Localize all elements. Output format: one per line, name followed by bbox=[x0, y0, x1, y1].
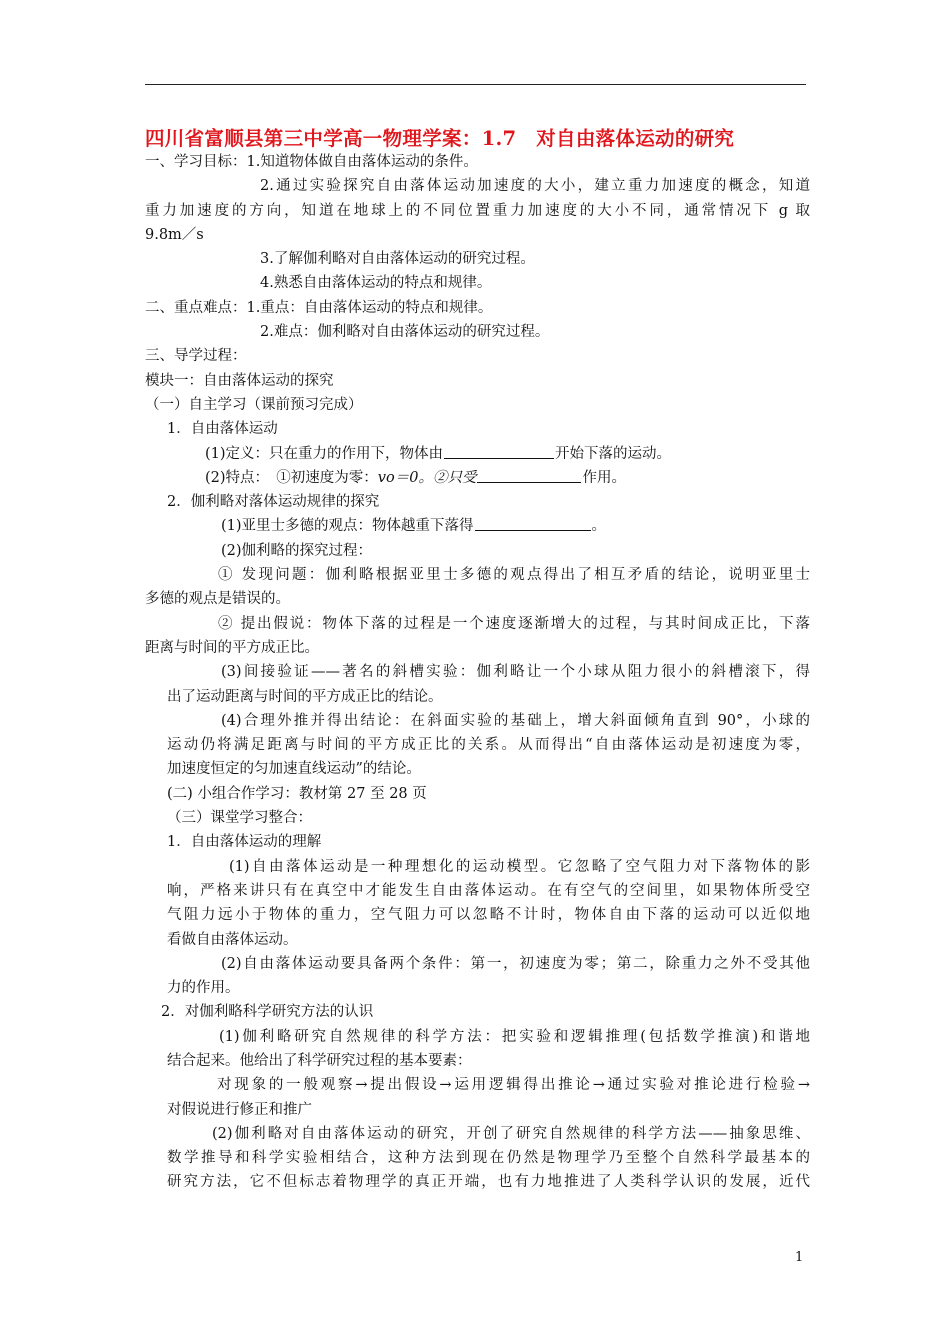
text-line: (1)自由落体运动是一种理想化的运动模型。它忽略了空气阻力对下落物体的影 bbox=[229, 858, 810, 875]
text-line: (3)间接验证——著名的斜槽实验：伽利略让一个小球从阻力很小的斜槽滚下，得 bbox=[221, 664, 810, 681]
text-segment: 开始下落的运动。 bbox=[555, 445, 672, 462]
text-line: (2)自由落体运动要具备两个条件：第一，初速度为零；第二，除重力之外不受其他 bbox=[221, 955, 810, 972]
answer-blank bbox=[444, 444, 554, 459]
text-line: 重力加速度的方向，知道在地球上的不同位置重力加速度的大小不同，通常情况下 g 取 bbox=[145, 202, 810, 219]
answer-blank bbox=[475, 516, 591, 531]
subsection-heading: （三）课堂学习整合： bbox=[167, 810, 312, 827]
text-line: 多德的观点是错误的。 bbox=[145, 591, 290, 608]
text-line: 力的作用。 bbox=[167, 980, 240, 997]
text-line: (2)伽利略的探究过程： bbox=[221, 542, 373, 559]
section-heading: 三、导学过程： bbox=[145, 348, 247, 365]
text-line: 研究方法，它不但标志着物理学的真正开端，也有力地推进了人类科学认识的发展，近代 bbox=[167, 1174, 810, 1191]
text-line: 对现象的一般观察→提出假设→运用逻辑得出推论→通过实验对推论进行检验→ bbox=[217, 1077, 810, 1094]
text-line: 结合起来。他给出了科学研究过程的基本要素： bbox=[167, 1052, 472, 1069]
text-line: (4)合理外推并得出结论：在斜面实验的基础上，增大斜面倾角直到 90°，小球的 bbox=[221, 712, 810, 729]
text-line: 加速度恒定的匀加速直线运动”的结论。 bbox=[167, 761, 421, 778]
text-segment: 作用。 bbox=[582, 469, 626, 486]
text-line: 运动仍将满足距离与时间的平方成正比的关系。从而得出“自由落体运动是初速度为零， bbox=[167, 737, 810, 754]
subsection-heading: （一）自主学习（课前预习完成） bbox=[145, 396, 363, 413]
text-line: 数学推导和科学实验相结合，这种方法到现在仍然是物理学乃至整个自然科学最基本的 bbox=[167, 1150, 810, 1167]
text-line: 一、学习目标：1.知道物体做自由落体运动的条件。 bbox=[145, 154, 478, 170]
document-body bbox=[145, 150, 810, 1195]
page-number: 1 bbox=[795, 1250, 804, 1265]
text-line: 气阻力远小于物体的重力，空气阻力可以忽略不计时，物体自由下落的运动可以近似地 bbox=[167, 907, 810, 924]
text-line: 2.难点：伽利略对自由落体运动的研究过程。 bbox=[260, 324, 550, 341]
fill-blank-line bbox=[145, 466, 810, 490]
text-line: ② 提出假说：物体下落的过程是一个速度逐渐增大的过程，与其时间成正比，下落 bbox=[218, 615, 810, 632]
subsection-heading: (二) 小组合作学习：教材第 27 至 28 页 bbox=[167, 785, 427, 802]
answer-blank bbox=[477, 468, 581, 483]
page-title: 四川省富顺县第三中学高一物理学案：1.7 对自由落体运动的研究 bbox=[145, 127, 735, 150]
item-heading: 2．伽利略对落体运动规律的探究 bbox=[167, 494, 380, 511]
item-heading: 1．自由落体运动的理解 bbox=[167, 834, 322, 851]
fill-blank-line bbox=[145, 514, 810, 538]
text-line: 出了运动距离与时间的平方成正比的结论。 bbox=[167, 688, 443, 705]
text-line: (2)伽利略对自由落体运动的研究，开创了研究自然规律的科学方法——抽象思维、 bbox=[212, 1125, 810, 1142]
text-segment: vo＝0。②只受 bbox=[377, 469, 477, 486]
text-segment: 。 bbox=[591, 518, 607, 535]
fill-blank-line bbox=[145, 442, 810, 466]
module-heading: 模块一：自由落体运动的探究 bbox=[145, 372, 334, 389]
text-line: ① 发现问题：伽利略根据亚里士多德的观点得出了相互矛盾的结论，说明亚里士 bbox=[218, 567, 810, 584]
text-line: 2.通过实验探究自由落体运动加速度的大小，建立重力加速度的概念，知道 bbox=[260, 178, 810, 195]
text-line: 4.熟悉自由落体运动的特点和规律。 bbox=[260, 275, 492, 292]
text-segment: (2)特点： ①初速度为零： bbox=[205, 469, 378, 486]
text-line: 看做自由落体运动。 bbox=[167, 931, 298, 948]
text-line: 9.8m／s bbox=[145, 226, 204, 243]
text-line: (1)伽利略研究自然规律的科学方法：把实验和逻辑推理(包括数学推演)和谐地 bbox=[219, 1028, 810, 1045]
text-line: 二、重点难点：1.重点：自由落体运动的特点和规律。 bbox=[145, 299, 493, 316]
item-heading: 2．对伽利略科学研究方法的认识 bbox=[161, 1004, 374, 1021]
text-line: 距离与时间的平方成正比。 bbox=[145, 639, 319, 656]
text-segment: (1)定义：只在重力的作用下，物体由 bbox=[205, 445, 444, 462]
header-rule bbox=[145, 84, 806, 85]
text-line: 对假说进行修正和推广 bbox=[167, 1101, 312, 1118]
text-segment: (1)亚里士多德的观点：物体越重下落得 bbox=[221, 518, 474, 535]
text-line: 响，严格来讲只有在真空中才能发生自由落体运动。在有空气的空间里，如果物体所受空 bbox=[167, 882, 810, 899]
text-line: 3.了解伽利略对自由落体运动的研究过程。 bbox=[260, 251, 535, 268]
item-heading: 1．自由落体运动 bbox=[167, 421, 278, 438]
